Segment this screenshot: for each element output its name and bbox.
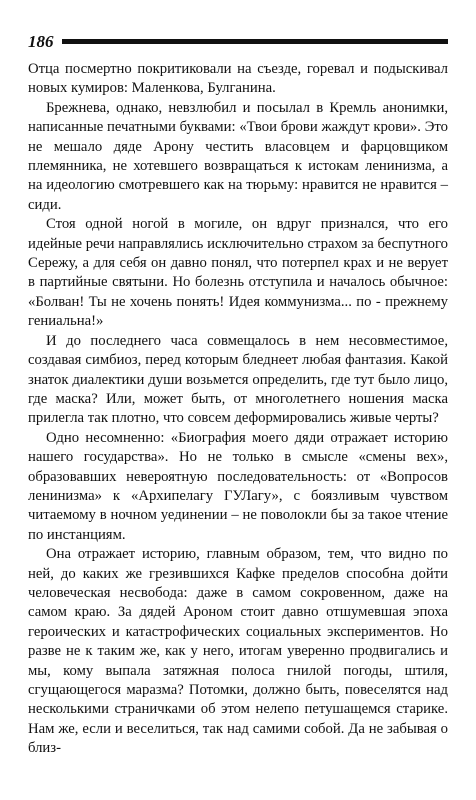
paragraph-6: Она отражает историю, главным образом, тем, что видно по ней, до каких же грезившихся Кафке пределов способна дойти человеческая несвобода: даже в самом сокровенном, даже на самом краю. За дядей Ароном стоит давно отшумевшая эпоха героических и катастрофических социальных экспериментов. Но разве не к таким же, как у него, итогам уверенно продвигались и мы, кому выпала затяжная полоса гнилой погоды, штиля, сгущающегося маразма? Потомки, должно быть, повеселятся над несколькими страничками об этом нелепо петушащемся старике. Нам же, если и веселиться, так над самими собой. Да не забывая о близ- [28,546,448,757]
book-page [28,30,448,759]
paragraph-4: И до последнего часа совмещалось в нем несовместимое, создавая симбиоз, перед которым бледнеет любая фантазия. Какой знаток диалектики души возьмется определить, где тут было лицо, где маска? Или, может быть, от многолетнего ношения маска прилегла так плотно, что совсем деформировались живые черты? [28,332,448,427]
paragraph-3: Стоя одной ногой в могиле, он вдруг признался, что его идейные речи направлялись исключительно страхом за беспутного Сережу, а для себя он давно понял, что потерпел крах и не верует в партийные святыни. Но болезнь отступила и началось обычное: «Болван! Ты не хочень понять! Идея коммунизма... по - прежнему гениальна!» [28,216,448,330]
page-header [28,30,448,52]
header-rule [62,39,449,44]
paragraph-2: Брежнева, однако, невзлюбил и посылал в Кремль анонимки, написанные печатными буквами: «Твои брови жаждут крови». Это не мешало дяде Арону честить власовцем и фарцовщиком племянника, не хотевшего возвращаться к истокам ленинизма, а на идеологию смотревшего как на тюрьму: нравится не нравится – сиди. [28,99,448,213]
page-number: 186 [28,31,54,51]
body-text [28,60,448,759]
paragraph-1: Отца посмертно покритиковали на съезде, горевал и подыскивал новых кумиров: Маленкова, Булганина. [28,61,448,97]
paragraph-5: Одно несомненно: «Биография моего дяди отражает историю нашего государства». Но не только в смысле «смены вех», образовавших невероятную последовательность: от «Вопросов ленинизма» к «Архипелагу ГУЛагу», с боязливым чувством читаемому в ночном уединении – не поволокли бы за такое чтение по инстанциям. [28,429,448,543]
